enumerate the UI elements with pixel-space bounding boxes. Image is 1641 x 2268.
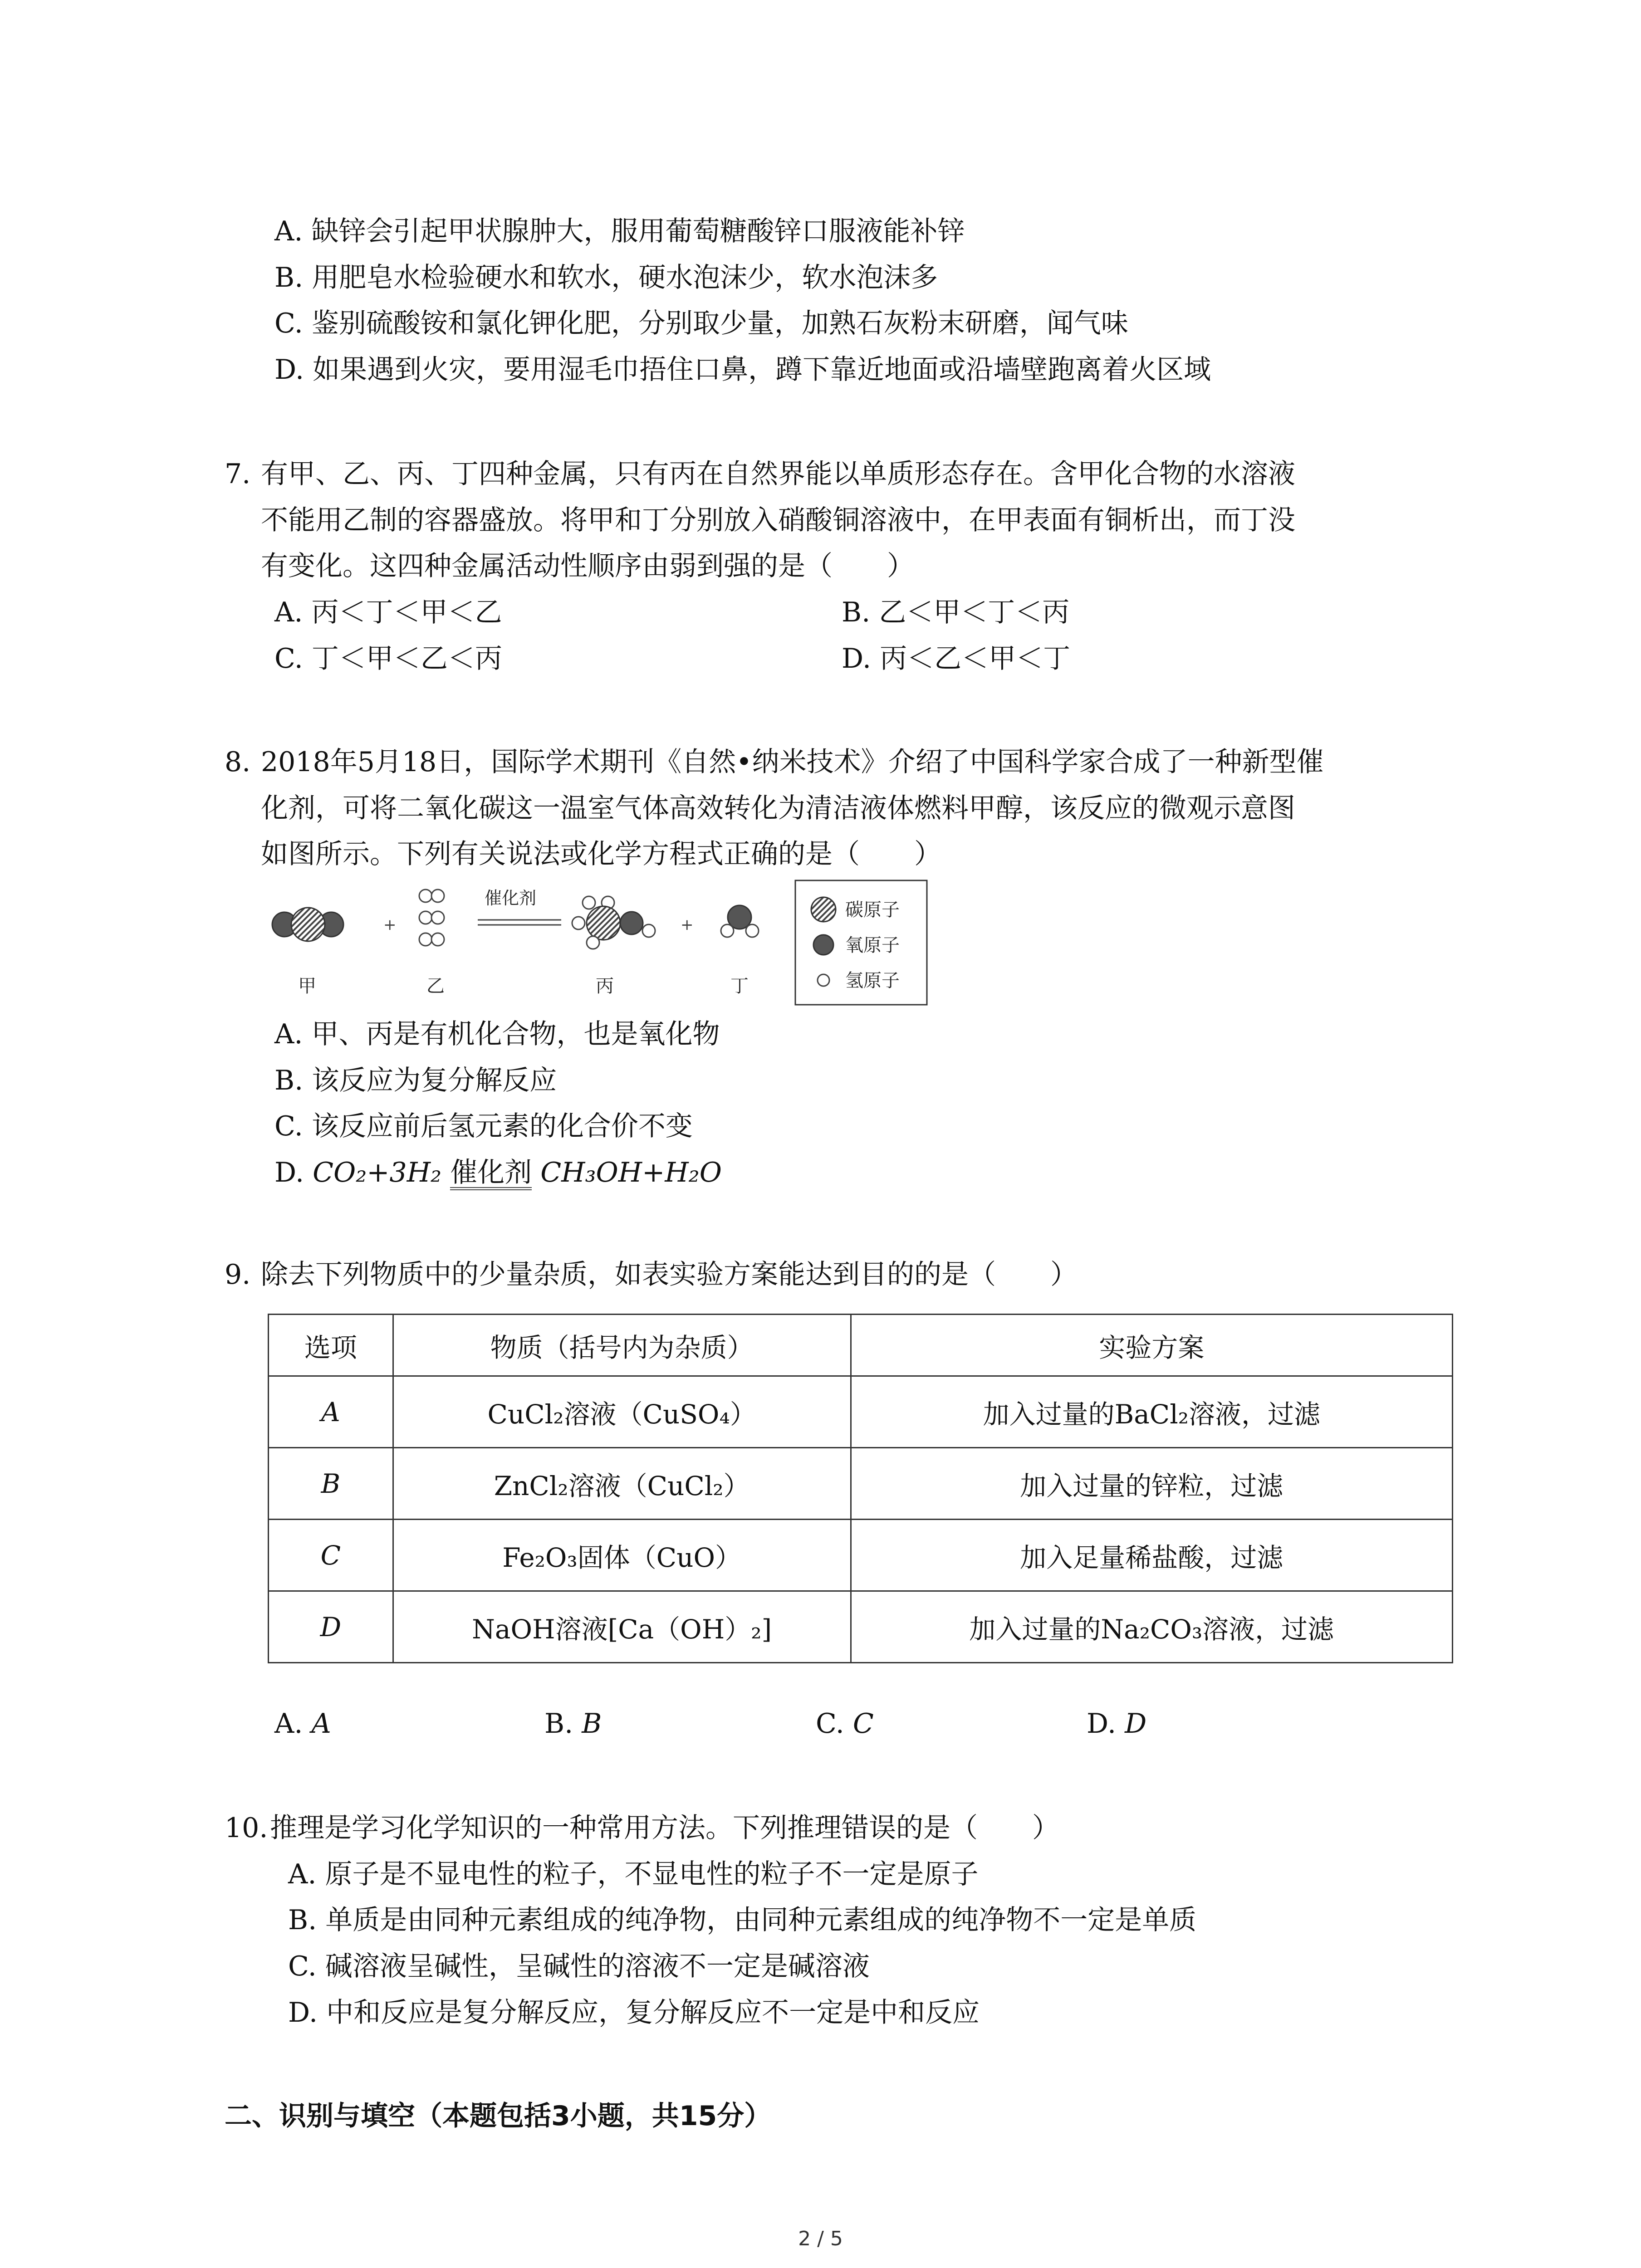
q7-option-c: C. 丁＜甲＜乙＜丙 — [274, 643, 502, 675]
cell-method: 加入过量的Na₂CO₃溶液，过滤 — [851, 1591, 1452, 1663]
label-yi: 乙 — [426, 976, 445, 997]
q7-text-line: 有变化。这四种金属活动性顺序由弱到强的是（ ） — [261, 550, 914, 582]
label-bing: 丙 — [596, 976, 614, 997]
q10-text: 推理是学习化学知识的一种常用方法。下列推理错误的是（ ） — [270, 1812, 1059, 1844]
q10-option-d: D. 中和反应是复分解反应，复分解反应不一定是中和反应 — [288, 1997, 980, 2028]
label-jia: 甲 — [298, 976, 316, 997]
q9-option-a: A. A — [274, 1708, 331, 1740]
q8-text-line: 如图所示。下列有关说法或化学方程式正确的是（ ） — [261, 838, 941, 870]
molecule-methanol — [572, 896, 655, 949]
plus-sign: + — [681, 916, 694, 934]
q7-text-line: 有甲、乙、丙、丁四种金属，只有丙在自然界能以单质形态存在。含甲化合物的水溶液 — [261, 458, 1295, 490]
cell-substance: CuCl₂溶液（CuSO₄） — [393, 1376, 851, 1448]
q9-option-d: D. D — [1087, 1708, 1147, 1740]
q8-text-line: 2018年5月18日，国际学术期刊《自然•纳米技术》介绍了中国科学家合成了一种新型催 — [261, 746, 1324, 778]
equation-catalyst: 催化剂 — [450, 1158, 532, 1190]
q6-option-a: A. 缺锌会引起甲状腺肿大，服用葡萄糖酸锌口服液能补锌 — [274, 215, 965, 247]
q9-number: 9. — [225, 1259, 251, 1290]
q7-text-line: 不能用乙制的容器盛放。将甲和丁分别放入硝酸铜溶液中，在甲表面有铜析出，而丁没 — [261, 504, 1295, 536]
cell-option: D — [269, 1591, 393, 1663]
cell-method: 加入过量的BaCl₂溶液，过滤 — [851, 1376, 1452, 1448]
cell-option: A — [269, 1376, 393, 1448]
cell-option: C — [269, 1520, 393, 1591]
header-substance: 物质（括号内为杂质） — [393, 1315, 851, 1376]
molecule-h2-group — [419, 890, 444, 946]
q6-option-c: C. 鉴别硫酸铵和氯化钾化肥，分别取少量，加熟石灰粉末研磨，闻气味 — [274, 308, 1128, 339]
reaction-diagram — [270, 878, 937, 1014]
cell-option: B — [269, 1448, 393, 1520]
q7-option-b: B. 乙＜甲＜丁＜丙 — [842, 596, 1070, 628]
q9-option-c: C. C — [816, 1708, 874, 1740]
q8-option-d: D. CO₂+3H₂ 催化剂 CH₃OH+H₂O — [274, 1154, 722, 1191]
q10-number: 10. — [225, 1812, 268, 1844]
molecule-co2 — [272, 908, 343, 941]
cell-substance: Fe₂O₃固体（CuO） — [393, 1520, 851, 1591]
q8-option-a: A. 甲、丙是有机化合物，也是氧化物 — [274, 1018, 720, 1050]
equation-reactants: CO₂+3H₂ — [313, 1157, 442, 1188]
legend-oxygen-icon — [813, 935, 833, 955]
legend-carbon-icon — [811, 897, 836, 922]
q8-option-c: C. 该反应前后氢元素的化合价不变 — [274, 1110, 693, 1142]
q9-option-b: B. B — [544, 1708, 602, 1740]
q10-option-a: A. 原子是不显电性的粒子，不显电性的粒子不一定是原子 — [288, 1858, 979, 1890]
section-heading: 二、识别与填空（本题包括3小题，共15分） — [225, 2100, 772, 2132]
table-header-row — [269, 1315, 1453, 1376]
plus-sign: + — [383, 916, 397, 934]
table-row — [269, 1520, 1453, 1591]
q6-option-d: D. 如果遇到火灾，要用湿毛巾捂住口鼻，蹲下靠近地面或沿墙壁跑离着火区域 — [274, 354, 1211, 386]
q8-option-b: B. 该反应为复分解反应 — [274, 1065, 557, 1096]
page-number: 2 / 5 — [798, 2227, 843, 2250]
legend-carbon: 碳原子 — [845, 899, 900, 920]
molecule-water — [721, 905, 759, 937]
q6-option-b: B. 用肥皂水检验硬水和软水，硬水泡沫少，软水泡沫多 — [274, 262, 938, 293]
q7-option-a: A. 丙＜丁＜甲＜乙 — [274, 596, 502, 628]
cell-method: 加入过量的锌粒，过滤 — [851, 1448, 1452, 1520]
cell-method: 加入足量稀盐酸，过滤 — [851, 1520, 1452, 1591]
header-option: 选项 — [269, 1315, 393, 1376]
table-row — [269, 1591, 1453, 1663]
catalyst-label: 催化剂 — [485, 888, 537, 908]
legend-hydrogen-icon — [818, 974, 829, 986]
label-ding: 丁 — [730, 976, 749, 997]
q8-text-line: 化剂，可将二氧化碳这一温室气体高效转化为清洁液体燃料甲醇，该反应的微观示意图 — [261, 792, 1295, 824]
q9-text: 除去下列物质中的少量杂质，如表实验方案能达到目的的是（ ） — [261, 1259, 1078, 1290]
q10-option-c: C. 碱溶液呈碱性，呈碱性的溶液不一定是碱溶液 — [288, 1950, 870, 1982]
table-row — [269, 1448, 1453, 1520]
cell-substance: NaOH溶液[Ca（OH）₂] — [393, 1591, 851, 1663]
equation-products: CH₃OH+H₂O — [540, 1157, 722, 1188]
table-row — [269, 1376, 1453, 1448]
q7-option-d: D. 丙＜乙＜甲＜丁 — [842, 643, 1071, 675]
q9-table — [268, 1314, 1453, 1663]
q8-number: 8. — [225, 746, 251, 778]
legend-hydrogen: 氢原子 — [845, 970, 900, 991]
header-method: 实验方案 — [851, 1315, 1452, 1376]
q7-number: 7. — [225, 458, 251, 490]
cell-substance: ZnCl₂溶液（CuCl₂） — [393, 1448, 851, 1520]
q10-option-b: B. 单质是由同种元素组成的纯净物，由同种元素组成的纯净物不一定是单质 — [288, 1904, 1197, 1936]
legend-oxygen: 氧原子 — [845, 935, 900, 956]
